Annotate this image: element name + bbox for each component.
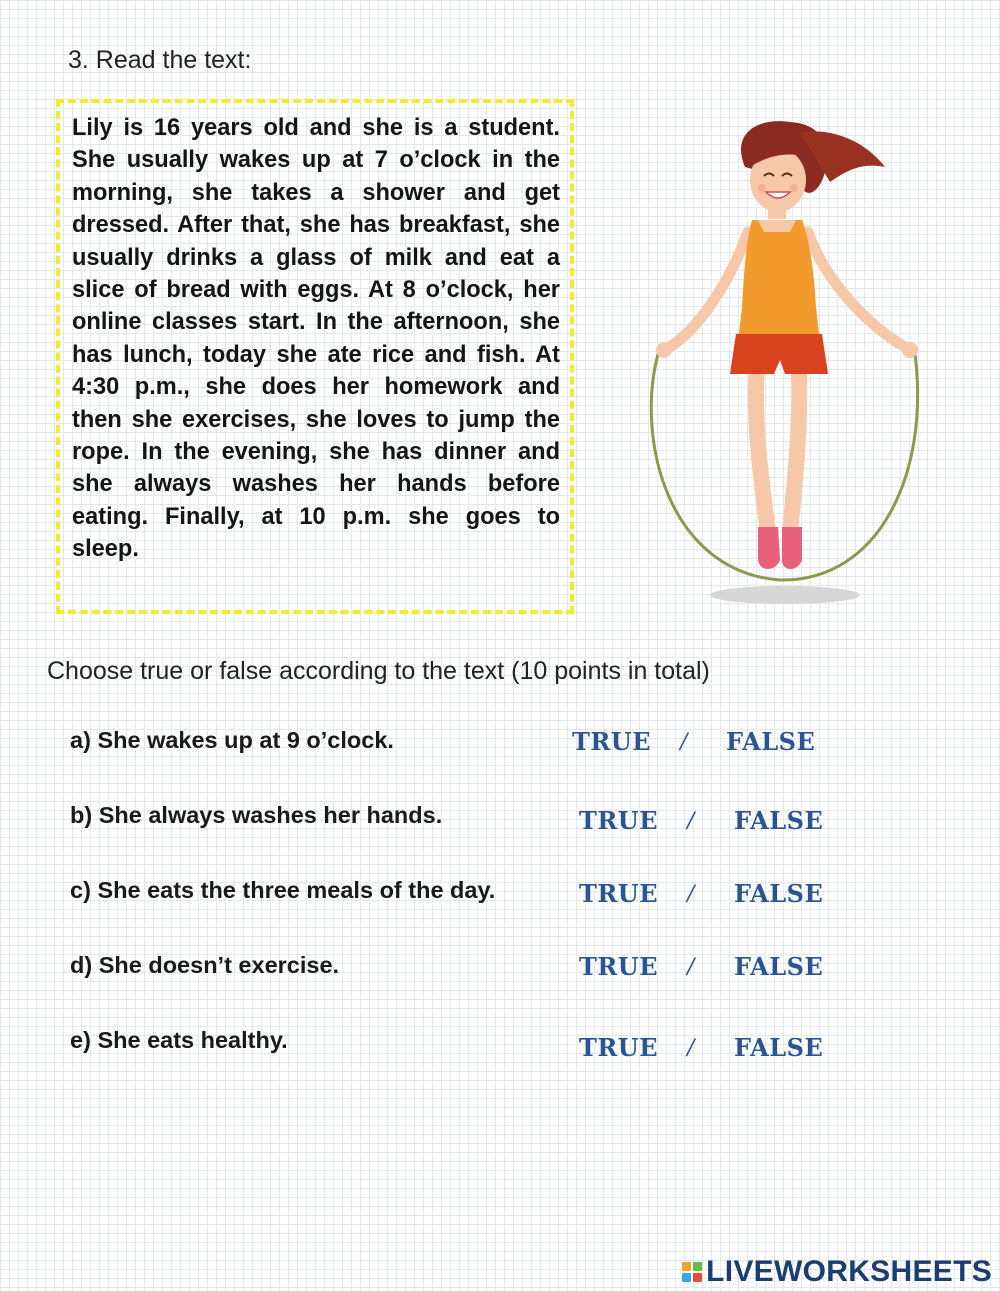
- question-text: She doesn’t exercise.: [98, 952, 340, 978]
- question-a: [70, 727, 394, 754]
- question-text: She always washes her hands.: [98, 802, 443, 828]
- reading-passage: Lily is 16 years old and she is a student. She usually wakes up at 7 o’clock in the morning, she takes a shower and get dressed. After that, she has breakfast, she usually drinks a glass of milk and eat a slice of bread with eggs. At 8 o’clock, her online classes start. In the afternoon, she has lunch, today she ate rice and fish. At 4:30 p.m., she does her homework and then she exercises, she loves to jump the rope. In the evening, she has dinner and she always washes her hands before eating. Finally, at 10 p.m. she goes to sleep.: [72, 115, 560, 563]
- question-letter: d): [70, 952, 93, 978]
- instructions: Choose true or false according to the text (10 points in total): [47, 657, 710, 685]
- question-text: She eats healthy.: [97, 1027, 288, 1053]
- answer-separator: /: [687, 806, 695, 835]
- false-option-c[interactable]: FALSE: [734, 879, 824, 908]
- true-option-b[interactable]: TRUE: [579, 806, 659, 835]
- question-d: [70, 952, 339, 979]
- false-option-b[interactable]: FALSE: [734, 806, 824, 835]
- reading-text-box: [56, 99, 574, 614]
- brand-name: LIVEWORKSHEETS: [706, 1255, 992, 1288]
- false-option-a[interactable]: FALSE: [726, 727, 816, 756]
- question-e: [70, 1027, 288, 1054]
- true-option-d[interactable]: TRUE: [579, 952, 659, 981]
- logo-squares-icon: [682, 1262, 702, 1282]
- section-heading: 3. Read the text:: [68, 46, 252, 74]
- answer-separator: /: [687, 879, 695, 908]
- question-letter: e): [70, 1027, 91, 1053]
- answer-separator: /: [680, 727, 688, 756]
- question-letter: c): [70, 877, 91, 903]
- true-option-c[interactable]: TRUE: [579, 879, 659, 908]
- false-option-e[interactable]: FALSE: [734, 1033, 824, 1062]
- question-c: [70, 877, 495, 904]
- question-letter: a): [70, 727, 91, 753]
- true-option-e[interactable]: TRUE: [579, 1033, 659, 1062]
- answer-separator: /: [687, 952, 695, 981]
- question-text: She wakes up at 9 o’clock.: [97, 727, 394, 753]
- true-option-a[interactable]: TRUE: [572, 727, 652, 756]
- false-option-d[interactable]: FALSE: [734, 952, 824, 981]
- liveworksheets-logo[interactable]: [682, 1255, 992, 1289]
- question-text: She eats the three meals of the day.: [97, 877, 496, 903]
- question-letter: b): [70, 802, 93, 828]
- answer-separator: /: [687, 1033, 695, 1062]
- question-b: [70, 802, 442, 829]
- girl-jumping-rope-illustration: [630, 112, 930, 612]
